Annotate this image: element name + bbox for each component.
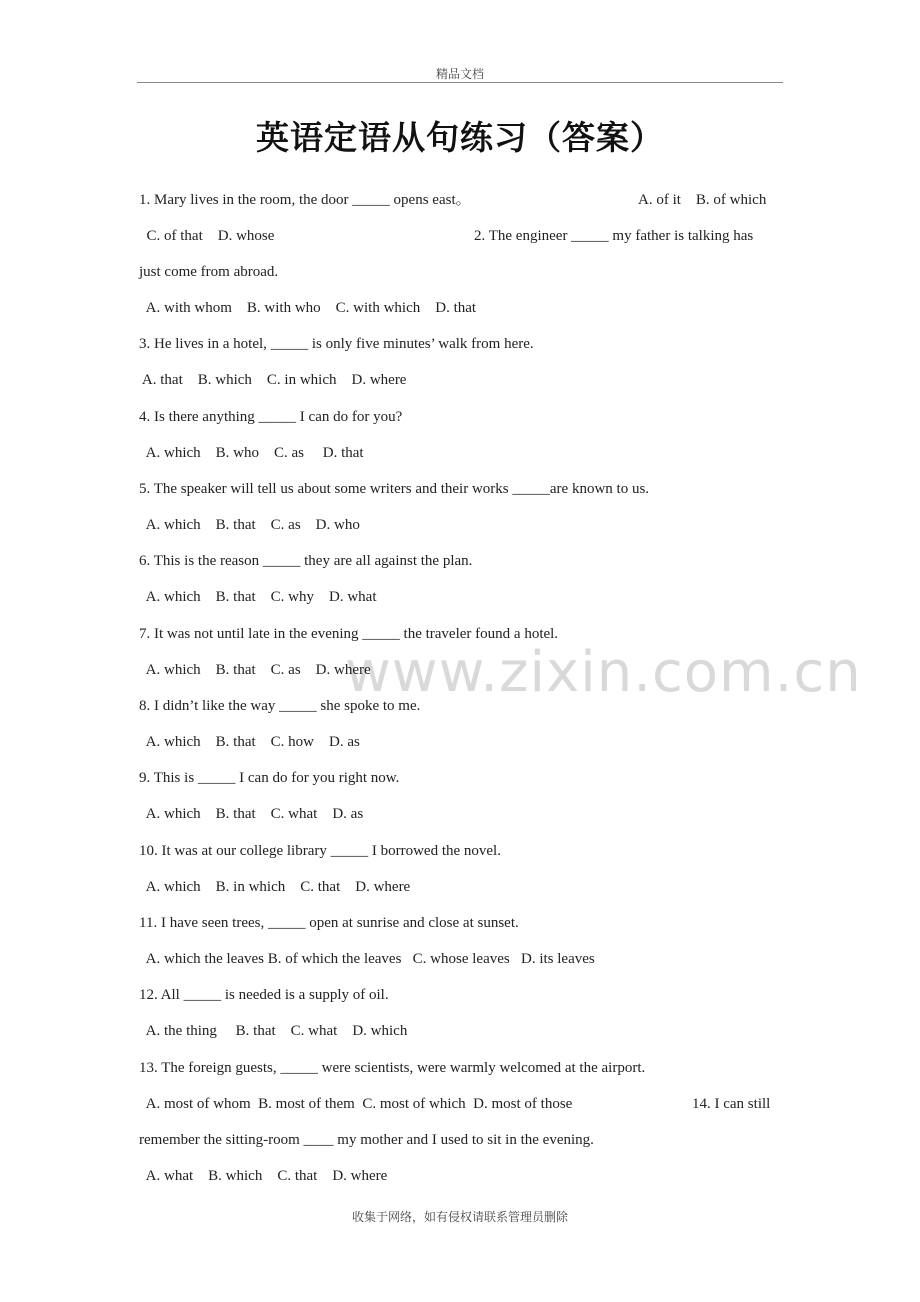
question-2-options: A. with whom B. with who C. with which D. that xyxy=(139,300,477,316)
question-3: 3. He lives in a hotel, _____ is only five minutes’ walk from here. xyxy=(139,336,534,352)
question-13-options: A. most of whom B. most of them C. most of which D. most of those xyxy=(139,1096,573,1112)
page-footer: 收集于网络，如有侵权请联系管理员删除 xyxy=(351,1210,568,1224)
watermark: www.zixin.com.cn xyxy=(345,640,862,705)
question-14-options: A. what B. which C. that D. where xyxy=(139,1168,388,1184)
question-6: 6. This is the reason _____ they are all against the plan. xyxy=(139,553,473,569)
question-14: 14. I can still xyxy=(692,1096,771,1112)
question-7-options: A. which B. that C. as D. where xyxy=(139,662,371,678)
page-title: 英语定语从句练习（答案） xyxy=(256,118,664,157)
question-14-continued: remember the sitting-room ____ my mother and I used to sit in the evening. xyxy=(139,1132,594,1148)
question-7: 7. It was not until late in the evening _____ the traveler found a hotel. xyxy=(139,626,559,642)
question-9: 9. This is _____ I can do for you right now. xyxy=(139,770,400,786)
header-divider xyxy=(137,82,783,83)
question-8-options: A. which B. that C. how D. as xyxy=(139,734,360,750)
question-11: 11. I have seen trees, _____ open at sunrise and close at sunset. xyxy=(139,915,519,931)
question-12-options: A. the thing B. that C. what D. which xyxy=(139,1023,408,1039)
question-10-options: A. which B. in which C. that D. where xyxy=(139,879,411,895)
page-header: 精品文档 xyxy=(435,67,484,81)
question-10: 10. It was at our college library _____ I borrowed the novel. xyxy=(139,843,501,859)
question-5-options: A. which B. that C. as D. who xyxy=(139,517,360,533)
question-13: 13. The foreign guests, _____ were scientists, were warmly welcomed at the airport. xyxy=(139,1060,646,1076)
question-5: 5. The speaker will tell us about some writers and their works _____are known to us. xyxy=(139,481,650,497)
question-1-options-ab: A. of it B. of which xyxy=(638,192,767,208)
question-4-options: A. which B. who C. as D. that xyxy=(139,445,364,461)
question-3-options: A. that B. which C. in which D. where xyxy=(139,372,407,388)
question-11-options: A. which the leaves B. of which the leaves C. whose leaves D. its leaves xyxy=(139,951,595,967)
question-8: 8. I didn’t like the way _____ she spoke to me. xyxy=(139,698,421,714)
question-12: 12. All _____ is needed is a supply of oil. xyxy=(139,987,389,1003)
question-1: 1. Mary lives in the room, the door _____ opens east。 xyxy=(139,192,471,208)
question-9-options: A. which B. that C. what D. as xyxy=(139,806,364,822)
question-1-options-cd: C. of that D. whose xyxy=(139,228,275,244)
question-2: 2. The engineer _____ my father is talking has xyxy=(474,228,754,244)
question-6-options: A. which B. that C. why D. what xyxy=(139,589,377,605)
question-2-continued: just come from abroad. xyxy=(139,264,279,280)
question-4: 4. Is there anything _____ I can do for you? xyxy=(139,409,403,425)
